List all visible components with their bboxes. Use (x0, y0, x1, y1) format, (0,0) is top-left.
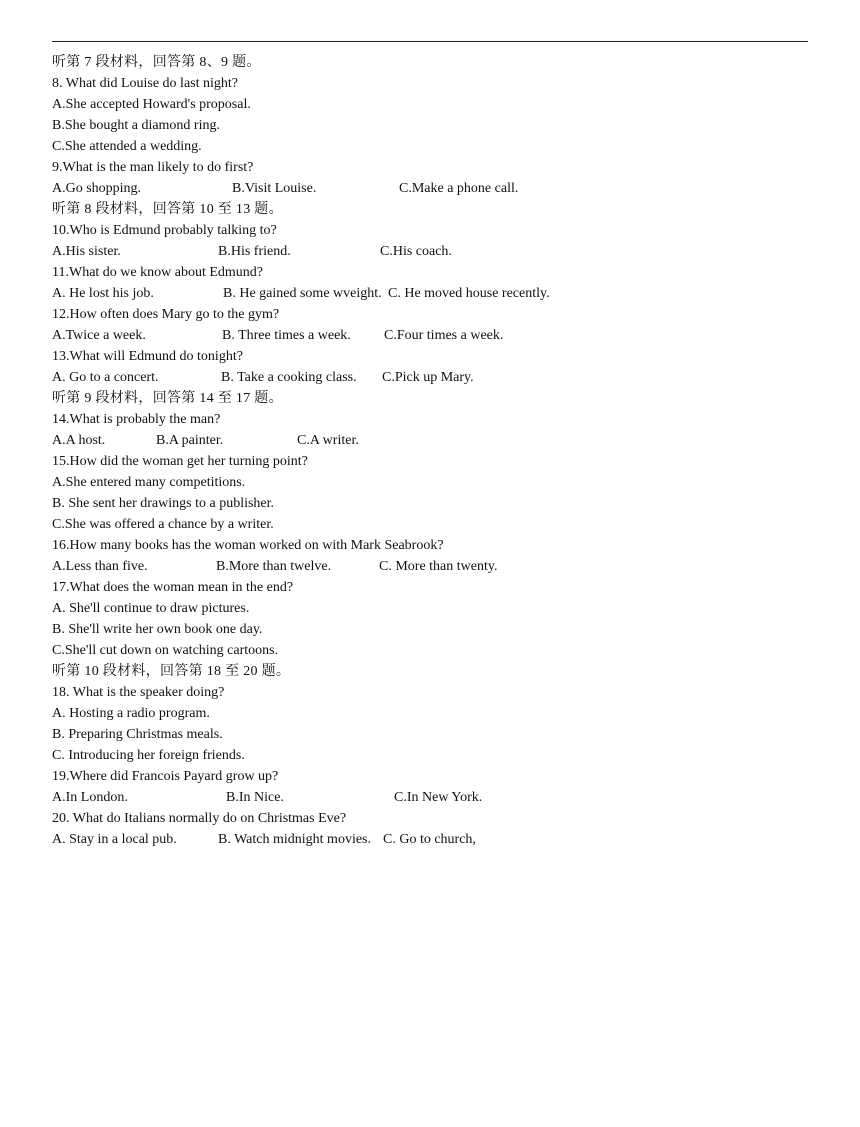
answer-option: C.His coach. (380, 244, 452, 259)
answer-option: B.Visit Louise. (232, 181, 317, 196)
answer-option: C.Make a phone call. (399, 181, 519, 196)
section-heading: 听第 8 段材料，回答第 10 至 13 题。 (52, 202, 283, 217)
option-row (52, 241, 812, 262)
answer-option: B. Take a cooking class. (221, 370, 357, 385)
question-text: 15.How did the woman get her turning point? (52, 454, 308, 469)
option-row (52, 829, 812, 850)
question-text: 8. What did Louise do last night? (52, 76, 238, 91)
option-row (52, 283, 812, 304)
answer-option: A. Go to a concert. (52, 370, 159, 385)
answer-option: A. Hosting a radio program. (52, 706, 210, 721)
answer-option: C.She attended a wedding. (52, 139, 202, 154)
question-text: 10.Who is Edmund probably talking to? (52, 223, 277, 238)
answer-option: A.Less than five. (52, 559, 148, 574)
question-text: 9.What is the man likely to do first? (52, 160, 254, 175)
answer-option: B. She'll write her own book one day. (52, 622, 263, 637)
question-text: 14.What is probably the man? (52, 412, 221, 427)
answer-option: B. Watch midnight movies. (218, 832, 371, 847)
section-heading: 听第 7 段材料，回答第 8、9 题。 (52, 55, 261, 70)
answer-option: C. Introducing her foreign friends. (52, 748, 245, 763)
option-row (52, 367, 812, 388)
section-heading: 听第 10 段材料，回答第 18 至 20 题。 (52, 664, 291, 679)
question-text: 16.How many books has the woman worked on with Mark Seabrook? (52, 538, 444, 553)
section-heading: 听第 9 段材料，回答第 14 至 17 题。 (52, 391, 283, 406)
answer-option: A. Stay in a local pub. (52, 832, 177, 847)
option-row (52, 178, 812, 199)
answer-option: A.She accepted Howard's proposal. (52, 97, 251, 112)
option-row (52, 787, 812, 808)
answer-option: C. More than twenty. (379, 559, 498, 574)
answer-option: B. Preparing Christmas meals. (52, 727, 223, 742)
answer-option: C.A writer. (297, 433, 359, 448)
answer-option: A.In London. (52, 790, 128, 805)
question-text: 13.What will Edmund do tonight? (52, 349, 243, 364)
option-row (52, 430, 812, 451)
question-text: 12.How often does Mary go to the gym? (52, 307, 280, 322)
listening-questions (52, 52, 812, 850)
answer-option: B.She bought a diamond ring. (52, 118, 220, 133)
answer-option: B.In Nice. (226, 790, 284, 805)
answer-option: A.She entered many competitions. (52, 475, 246, 490)
answer-option: A. He lost his job. (52, 286, 154, 301)
answer-option: C.She'll cut down on watching cartoons. (52, 643, 279, 658)
answer-option: A.Go shopping. (52, 181, 142, 196)
question-text: 17.What does the woman mean in the end? (52, 580, 294, 595)
answer-option: B. He gained some wveight. (223, 286, 382, 301)
answer-option: C.Pick up Mary. (382, 370, 474, 385)
answer-option: C. He moved house recently. (388, 286, 550, 301)
answer-option: B.More than twelve. (216, 559, 332, 574)
question-text: 11.What do we know about Edmund? (52, 265, 263, 280)
option-row (52, 556, 812, 577)
answer-option: B.A painter. (156, 433, 224, 448)
answer-option: A. She'll continue to draw pictures. (52, 601, 250, 616)
answer-option: A.His sister. (52, 244, 121, 259)
answer-option: A.Twice a week. (52, 328, 146, 343)
header-rule (52, 41, 808, 42)
answer-option: C.She was offered a chance by a writer. (52, 517, 274, 532)
question-text: 20. What do Italians normally do on Christmas Eve? (52, 811, 347, 826)
question-text: 19.Where did Francois Payard grow up? (52, 769, 279, 784)
answer-option: B. Three times a week. (222, 328, 351, 343)
answer-option: B. She sent her drawings to a publisher. (52, 496, 275, 511)
answer-option: A.A host. (52, 433, 106, 448)
answer-option: C. Go to church, (383, 832, 476, 847)
answer-option: B.His friend. (218, 244, 291, 259)
answer-option: C.Four times a week. (384, 328, 504, 343)
question-text: 18. What is the speaker doing? (52, 685, 225, 700)
answer-option: C.In New York. (394, 790, 483, 805)
option-row (52, 325, 812, 346)
